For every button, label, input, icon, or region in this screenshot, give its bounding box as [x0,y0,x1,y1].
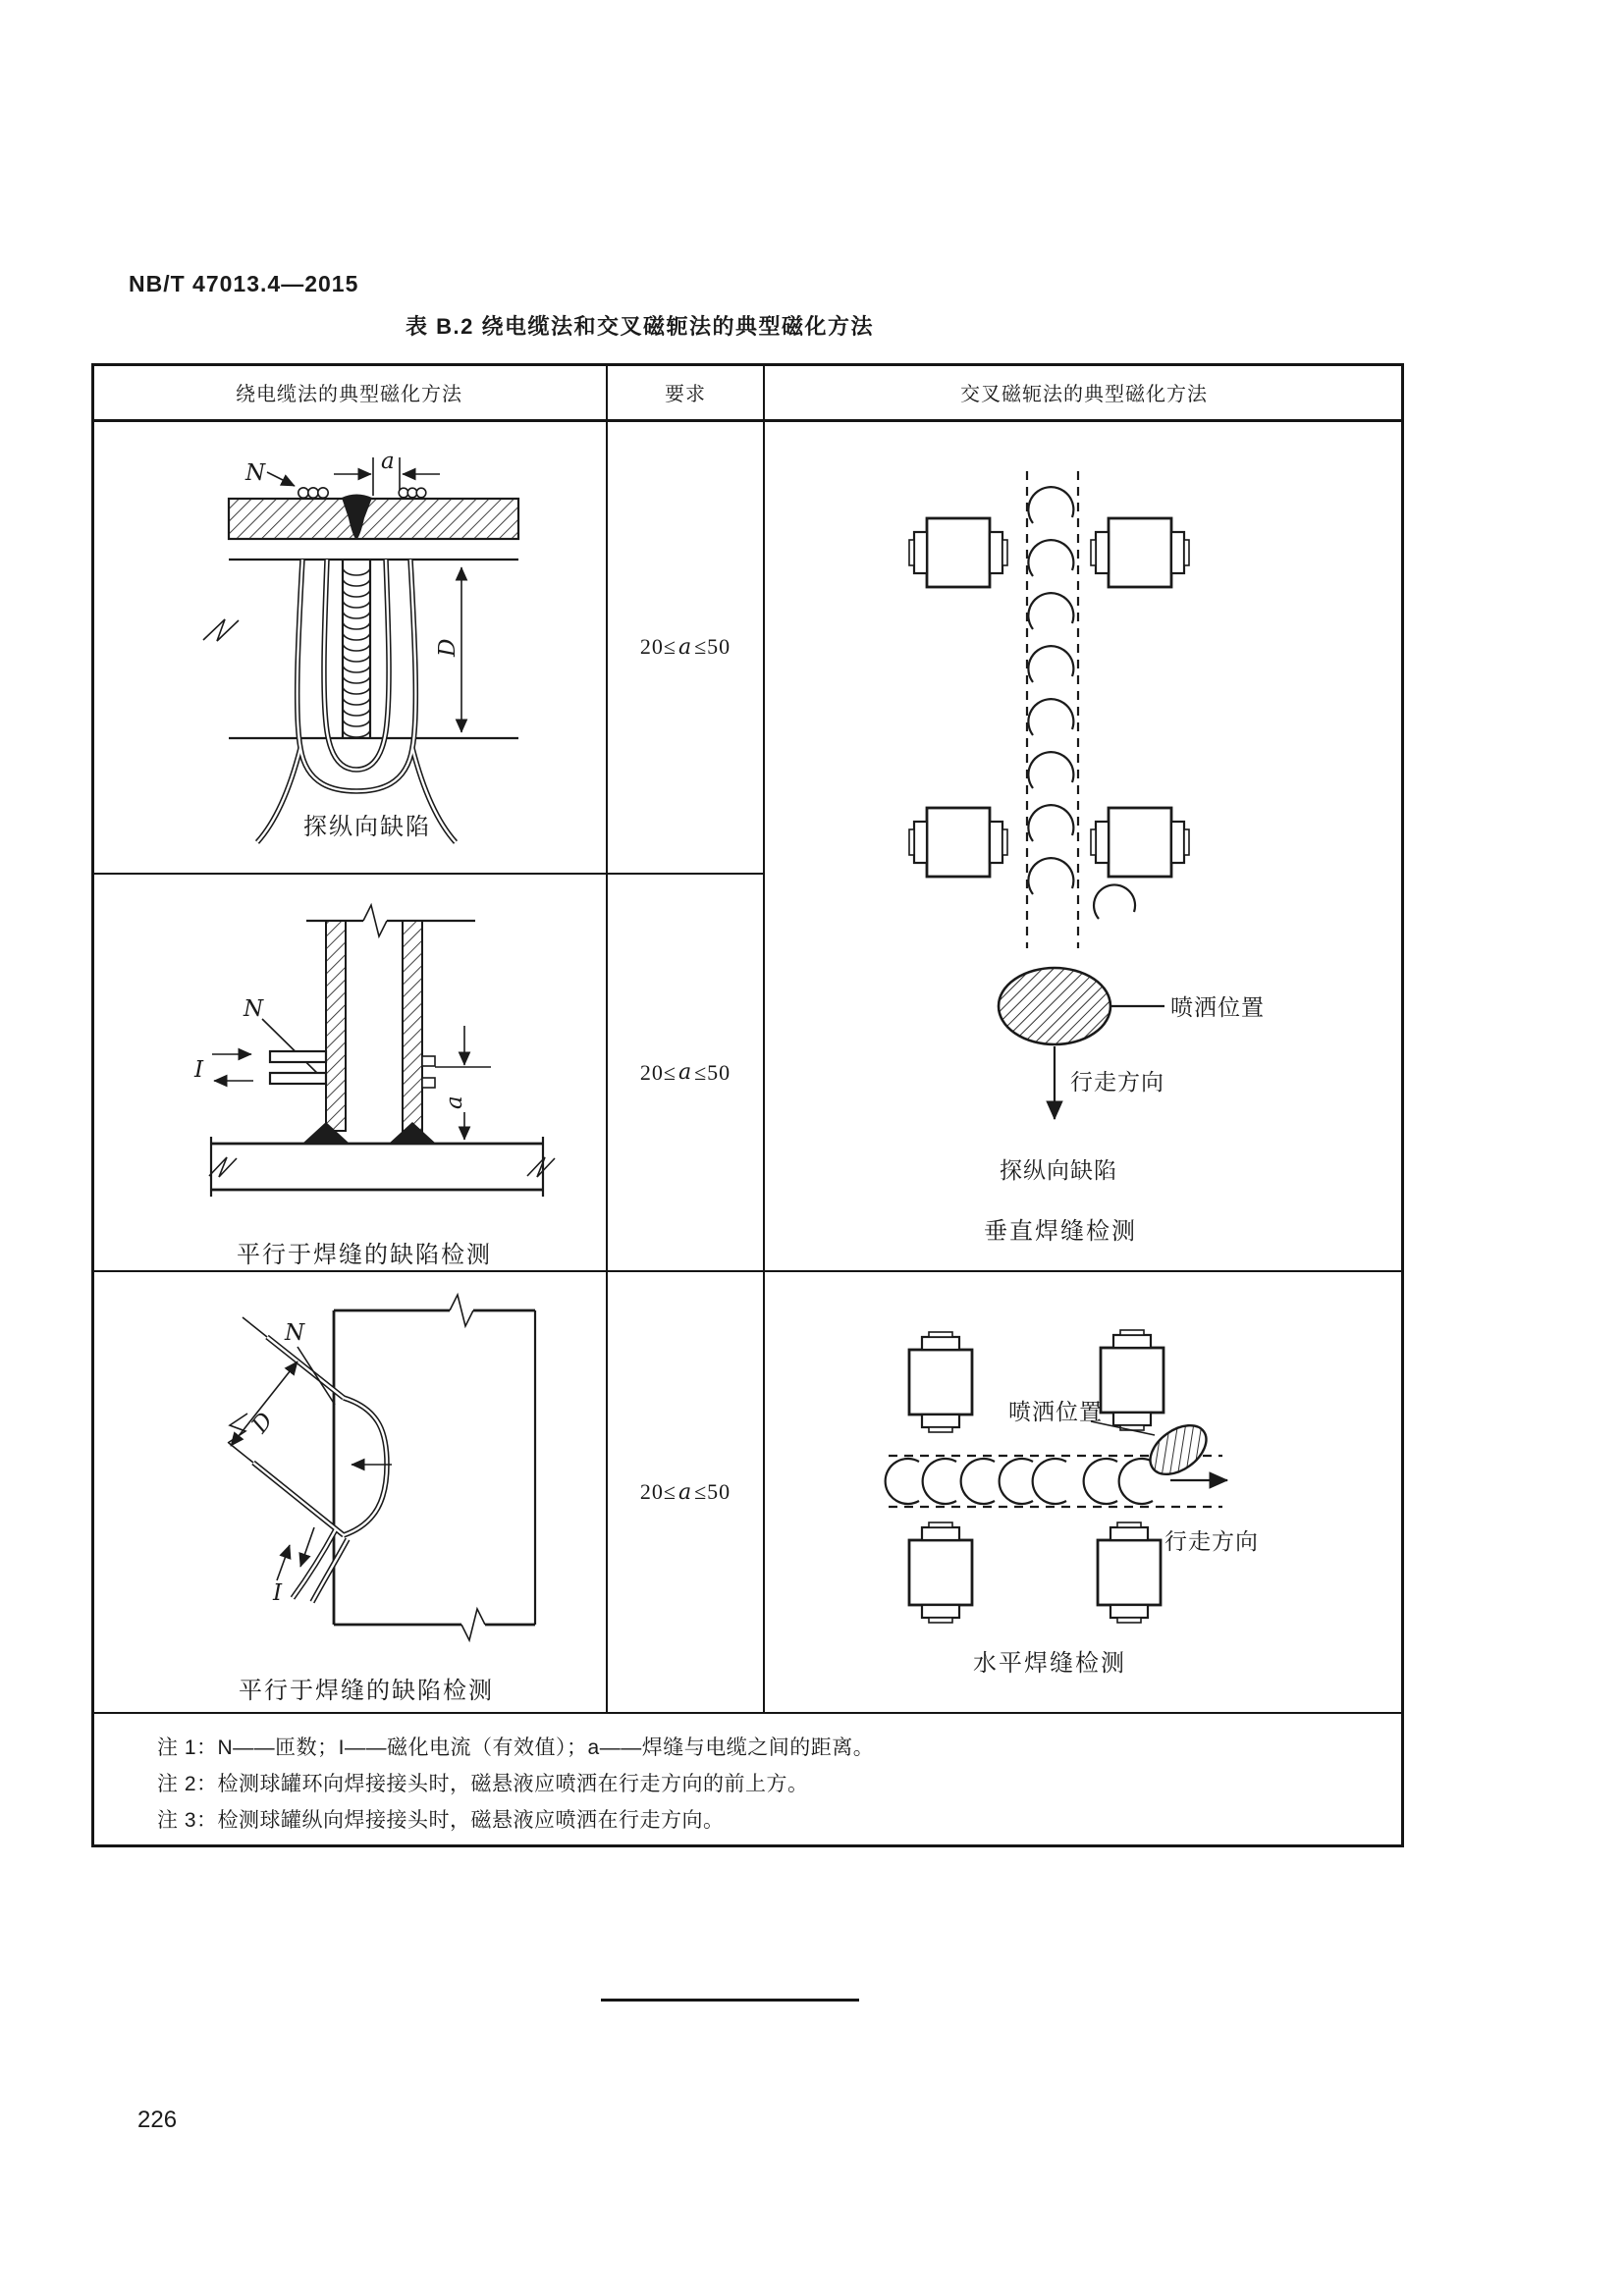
dimension-a [435,1026,491,1140]
req-var: a [677,1060,693,1085]
table-note-2: 注 2：检测球罐环向焊接接头时，磁悬液应喷洒在行走方向的前上方。 [157,1773,809,1795]
left-vertical-plate [326,921,346,1131]
yoke-pole-bottom-right [1091,808,1189,877]
page-number: 226 [137,2107,178,2133]
travel-direction-label: 行走方向 [1164,1528,1259,1554]
weld-fillet-right [389,1122,436,1144]
cable-loops [257,560,456,842]
diagram-vertical-weld-cross-yoke [764,420,1404,1271]
requirement-row1 [607,420,764,874]
yoke-pole-bottom-right [1098,1522,1161,1623]
travel-direction-label: 行走方向 [1070,1069,1164,1095]
turns-label-N [243,996,324,1080]
req-pre: 20≤ [639,1479,677,1504]
table-border-bottom [91,1844,1404,1847]
current-label-I [193,1054,253,1083]
turns-n-label: N [285,1320,305,1346]
yoke-pole-top-left [909,518,1007,587]
column-header-requirement: 要求 [665,383,706,405]
req-var: a [677,634,693,660]
diagram-coil-parallel [91,1271,607,1713]
req-pre: 20≤ [639,1059,677,1085]
caption-row2-left: 平行于焊缝的缺陷检测 [237,1242,492,1268]
footer-separator-rule [601,1999,859,2002]
yoke-pole-top-left [909,1332,972,1432]
diameter-d-label: D [246,1408,279,1438]
distance-a-label: a [442,1095,467,1109]
dimension-D [435,567,461,732]
spray-spot-ellipse [999,968,1110,1044]
spray-position-label: 喷洒位置 [1008,1399,1103,1424]
current-i-label: I [273,1580,283,1606]
table-note-1: 注 1：N——匝数；I——磁化电流（有效值）；a——焊缝与电缆之间的距离。 [157,1736,875,1759]
magnetic-indication-arcs [886,1459,1153,1504]
plate-outline [334,1295,535,1640]
diagram-horizontal-weld-cross-yoke [764,1271,1404,1713]
base-plate [209,1137,555,1197]
caption-row3-left: 平行于焊缝的缺陷检测 [239,1678,494,1704]
column-header-wound-cable: 绕电缆法的典型磁化方法 [236,383,462,405]
spray-spot-ellipse [1141,1415,1215,1484]
req-post: ≤50 [694,1479,731,1504]
longitudinal-defect-label: 探纵向缺陷 [1000,1157,1117,1183]
weld-seam-ripples [343,560,370,738]
current-i-label: I [194,1057,204,1083]
requirement-row2 [607,874,764,1271]
requirement-row3 [607,1271,764,1713]
yoke-pole-top-right [1091,518,1189,587]
table-note-3: 注 3：检测球罐纵向焊接接头时，磁悬液应喷洒在行走方向。 [157,1809,725,1832]
yoke-pole-top-right [1101,1330,1164,1430]
yoke-pole-bottom-left [909,808,1007,877]
encircling-coil [253,1337,387,1602]
turns-label-N [284,1320,335,1405]
turns-n-label: N [245,460,266,486]
distance-a-label: a [381,449,395,474]
req-var: a [677,1479,693,1505]
diagram-wound-cable-longitudinal [91,420,607,874]
req-post: ≤50 [694,634,731,659]
caption-vertical-weld: 垂直焊缝检测 [984,1218,1137,1245]
req-post: ≤50 [694,1059,731,1085]
break-mark [203,619,239,641]
req-pre: 20≤ [639,634,677,659]
spray-position-label: 喷洒位置 [1170,994,1265,1020]
right-vertical-plate [403,921,422,1131]
hatched-plate-section [229,499,518,539]
standard-number: NB/T 47013.4—2015 [129,271,359,296]
yoke-pole-bottom-left [909,1522,972,1623]
diagram-tjoint-parallel [91,874,607,1271]
table-title: 表 B.2 绕电缆法和交叉磁轭法的典型磁化方法 [406,314,874,339]
caption-horizontal-weld: 水平焊缝检测 [973,1650,1126,1677]
diameter-d-label: D [435,638,460,657]
column-header-cross-yoke: 交叉磁轭法的典型磁化方法 [960,383,1208,405]
caption-row1-left: 探纵向缺陷 [303,814,431,840]
turns-n-label: N [244,996,264,1022]
turns-label-N [244,460,295,486]
